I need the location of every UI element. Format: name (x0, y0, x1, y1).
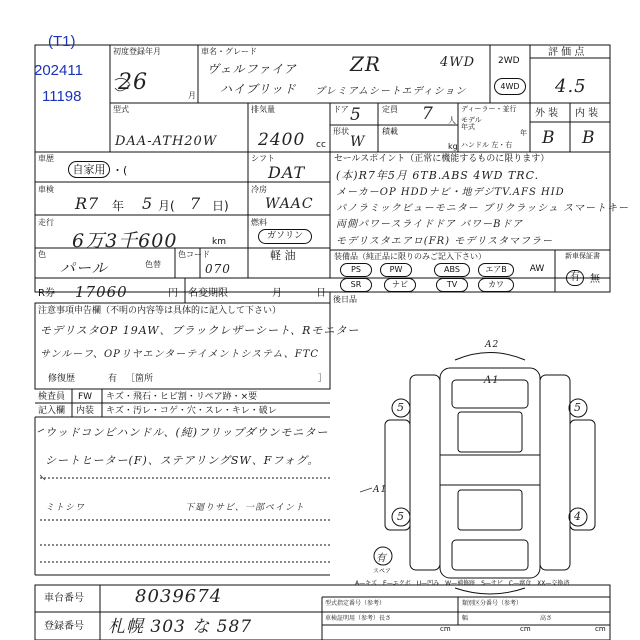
load-label: 積載 (382, 127, 398, 136)
equipment-label: 装備品（純正品に限りのみご記入下さい） (334, 252, 486, 261)
capacity-label: 定員 (382, 105, 398, 114)
car-sub: ハイブリッド (220, 82, 297, 96)
first-reg-label: 初度登録年月 (113, 47, 161, 56)
recycle-label: R券 (38, 288, 55, 299)
type-value: DAA-ATH20W (115, 134, 218, 149)
inspection-label: 車検 (38, 185, 54, 194)
inspector-label-2: 記入欄 (38, 406, 66, 416)
fuel-opt: 軽 油 (270, 249, 296, 262)
type-label: 型式 (113, 105, 129, 114)
reg-number: 札幌 303 な 587 (108, 617, 253, 637)
diagram-a1-side: A1 (373, 485, 388, 495)
shape-label: 形状 (333, 127, 349, 136)
diagram-spare-label: スペア (373, 568, 392, 575)
inspection-year: R7 (75, 194, 100, 213)
first-reg-month-unit: 月 (188, 91, 196, 100)
color-change-label: 色替 (145, 260, 161, 269)
ext-grade: B (542, 128, 556, 148)
class-label: 類別区分番号（参考） (462, 600, 523, 607)
mileage: 6万3千600 (72, 230, 178, 252)
length-cm: cm (440, 625, 451, 633)
new-warranty-yes: 有 (566, 270, 584, 286)
diagram-n4: 4 (574, 510, 582, 523)
opt-4wd: 4WD (494, 78, 526, 95)
equip-aw: AW (529, 264, 545, 274)
in-text: キズ・汚レ・コゲ・穴・スレ・キレ・破レ (106, 406, 277, 416)
displacement-label: 排気量 (251, 105, 275, 114)
ac: WAAC (265, 196, 314, 212)
repair-paren-open: ［箇所 (126, 374, 154, 384)
inspector-line3b: 下廻りサビ、一部ペイント (185, 503, 305, 513)
name-grade-label: 車名・グレード (201, 47, 257, 56)
equip-leather: カワ (478, 278, 514, 292)
fuel-label: 燃料 (251, 218, 267, 227)
ext-label: 外 装 (535, 108, 559, 119)
equip-tv: TV (436, 278, 468, 292)
chassis-label: 車台番号 (44, 593, 84, 604)
door-label: ドア (333, 105, 349, 114)
int-label: 内 装 (575, 108, 599, 119)
damage-legend: A—キズ E—エクボ U—凹み W—補修跡 S—サビ C—腐食 XX—交換済 (355, 580, 570, 587)
height-cm: cm (595, 625, 606, 633)
repair-paren-close: ］ (318, 374, 328, 384)
recycle-month-unit: 月 (272, 288, 282, 299)
sales-line1: (本)R7年5月 6TB.ABS 4WD TRC. (336, 169, 540, 182)
length-label: 車検証明用（参考）長さ (325, 615, 392, 622)
int-grade: B (582, 128, 596, 148)
sales-line5: モデリスタエアロ(FR) モデリスタマフラー (336, 236, 554, 247)
mileage-unit: km (212, 237, 226, 247)
overlay-id-line1: (T1) (48, 33, 76, 50)
diagram-n5a: 5 (397, 401, 405, 414)
inspector-line3a: ミトシワ (45, 503, 86, 513)
name-change-label: 名変期限 (188, 288, 228, 299)
inspector-label-1: 検査員 (38, 392, 66, 402)
opt-2wd: 2WD (498, 56, 520, 66)
shift: DAT (268, 163, 306, 182)
model-label: モデル年式 (461, 116, 482, 131)
load-unit: kg (448, 142, 458, 151)
inspector-line1: ウッドコンビハンドル、(純)フリップダウンモニター (45, 426, 329, 439)
mileage-label: 走行 (38, 218, 54, 227)
dealer-label: ディーラー・並行 (461, 105, 517, 113)
reg-label: 登録番号 (44, 621, 84, 632)
history-label: 車歴 (38, 154, 54, 163)
color-code: 070 (205, 262, 231, 276)
displacement-unit: cc (316, 140, 326, 150)
history-paren: ・( (112, 164, 128, 177)
diagram-a1: A1 (484, 375, 500, 386)
diagram-n5c: 5 (397, 510, 405, 523)
score: 4.5 (555, 76, 587, 97)
height-label: 高さ (540, 615, 553, 622)
new-warranty-label: 新車保証書 (565, 252, 600, 260)
recycle-day-unit: 日 (316, 288, 326, 299)
overlay-id-line2: 202411 (34, 62, 83, 79)
color-code-label: 色コード (178, 250, 210, 259)
new-warranty-no: 無 (590, 274, 600, 285)
grade-sub: プレミアムシートエディション (315, 86, 467, 97)
in-label: 内装 (76, 406, 95, 416)
first-reg-year: 26 (118, 70, 148, 95)
equip-sr: SR (340, 278, 372, 292)
inspection-y-unit: 年 (112, 199, 125, 213)
sales-label: セールスポイント（正常に機能するものに限ります） (334, 154, 550, 164)
grade: ZR (350, 52, 381, 76)
inspection-month: 5 (142, 194, 154, 213)
chassis-number: 8039674 (135, 586, 223, 607)
equip-abs: ABS (434, 263, 470, 277)
diagram-a2: A2 (485, 340, 500, 350)
car-diagram (374, 353, 595, 595)
color-label: 色 (38, 250, 46, 259)
inspector-line2: シートヒーター(F)、ステアリングSW、Fフォグ。 (45, 454, 320, 467)
recycle-unit: 円 (168, 288, 178, 299)
inspection-m-unit: 月( (158, 199, 175, 213)
color: パール (60, 259, 108, 277)
capacity: 7 (422, 104, 434, 124)
overlay-id-line3: 11198 (42, 88, 82, 105)
notes-line1: モデリスタOP 19AW、ブラックレザーシート、Rモニター (40, 324, 360, 337)
fw-text: キズ・飛石・ヒビ割・リペア跡・×要 (106, 392, 258, 402)
ac-label: 冷房 (251, 185, 267, 194)
capacity-unit: 人 (448, 116, 456, 125)
equip-navi: ナビ (384, 278, 416, 292)
later-date-label: 後日品 (333, 295, 357, 304)
sales-line2: メーカーOP HDDナビ・地デジTV.AFS HID (336, 187, 565, 198)
drive: 4WD (440, 55, 476, 70)
equip-airbag: エアB (478, 263, 514, 277)
equip-ps: PS (340, 263, 372, 277)
shift-label: シフト (251, 154, 275, 163)
doors: 5 (350, 105, 362, 125)
inspection-day: 7 (190, 194, 202, 213)
width-cm: cm (520, 625, 531, 633)
displacement: 2400 (258, 130, 306, 150)
history-value: 自家用 (68, 161, 110, 178)
repair-label: 修復歴 (48, 374, 76, 384)
shape: W (350, 134, 366, 150)
certified-label: 型式指定番号（参考） (325, 600, 386, 607)
recycle-amount: 17060 (75, 283, 128, 301)
score-label: 評 価 点 (548, 47, 585, 58)
fw-label: FW (78, 392, 93, 402)
diagram-n5b: 5 (574, 401, 582, 414)
sales-line3: パノラミックビューモニター プリクラッシュ スマートキー (336, 203, 629, 214)
notes-line2: サンルーフ、OPリヤエンターテイメントシステム、FTC (40, 349, 320, 360)
model-year-unit: 年 (520, 129, 527, 137)
handle-label: ハンドル 左・右 (461, 141, 513, 149)
width-label: 幅 (462, 615, 469, 622)
car-name: ヴェルファイア (207, 62, 297, 76)
diagram-spare: 有 (376, 553, 387, 564)
sales-line4: 両側パワースライドドア パワーBドア (336, 219, 524, 230)
fuel: ガソリン (258, 229, 312, 244)
equip-pw: PW (380, 263, 412, 277)
inspection-d-unit: 日) (212, 199, 229, 213)
notes-label: 注意事項申告欄（不明の内容等は具体的に記入して下さい） (38, 306, 282, 316)
repair-value: 有 (108, 374, 118, 384)
